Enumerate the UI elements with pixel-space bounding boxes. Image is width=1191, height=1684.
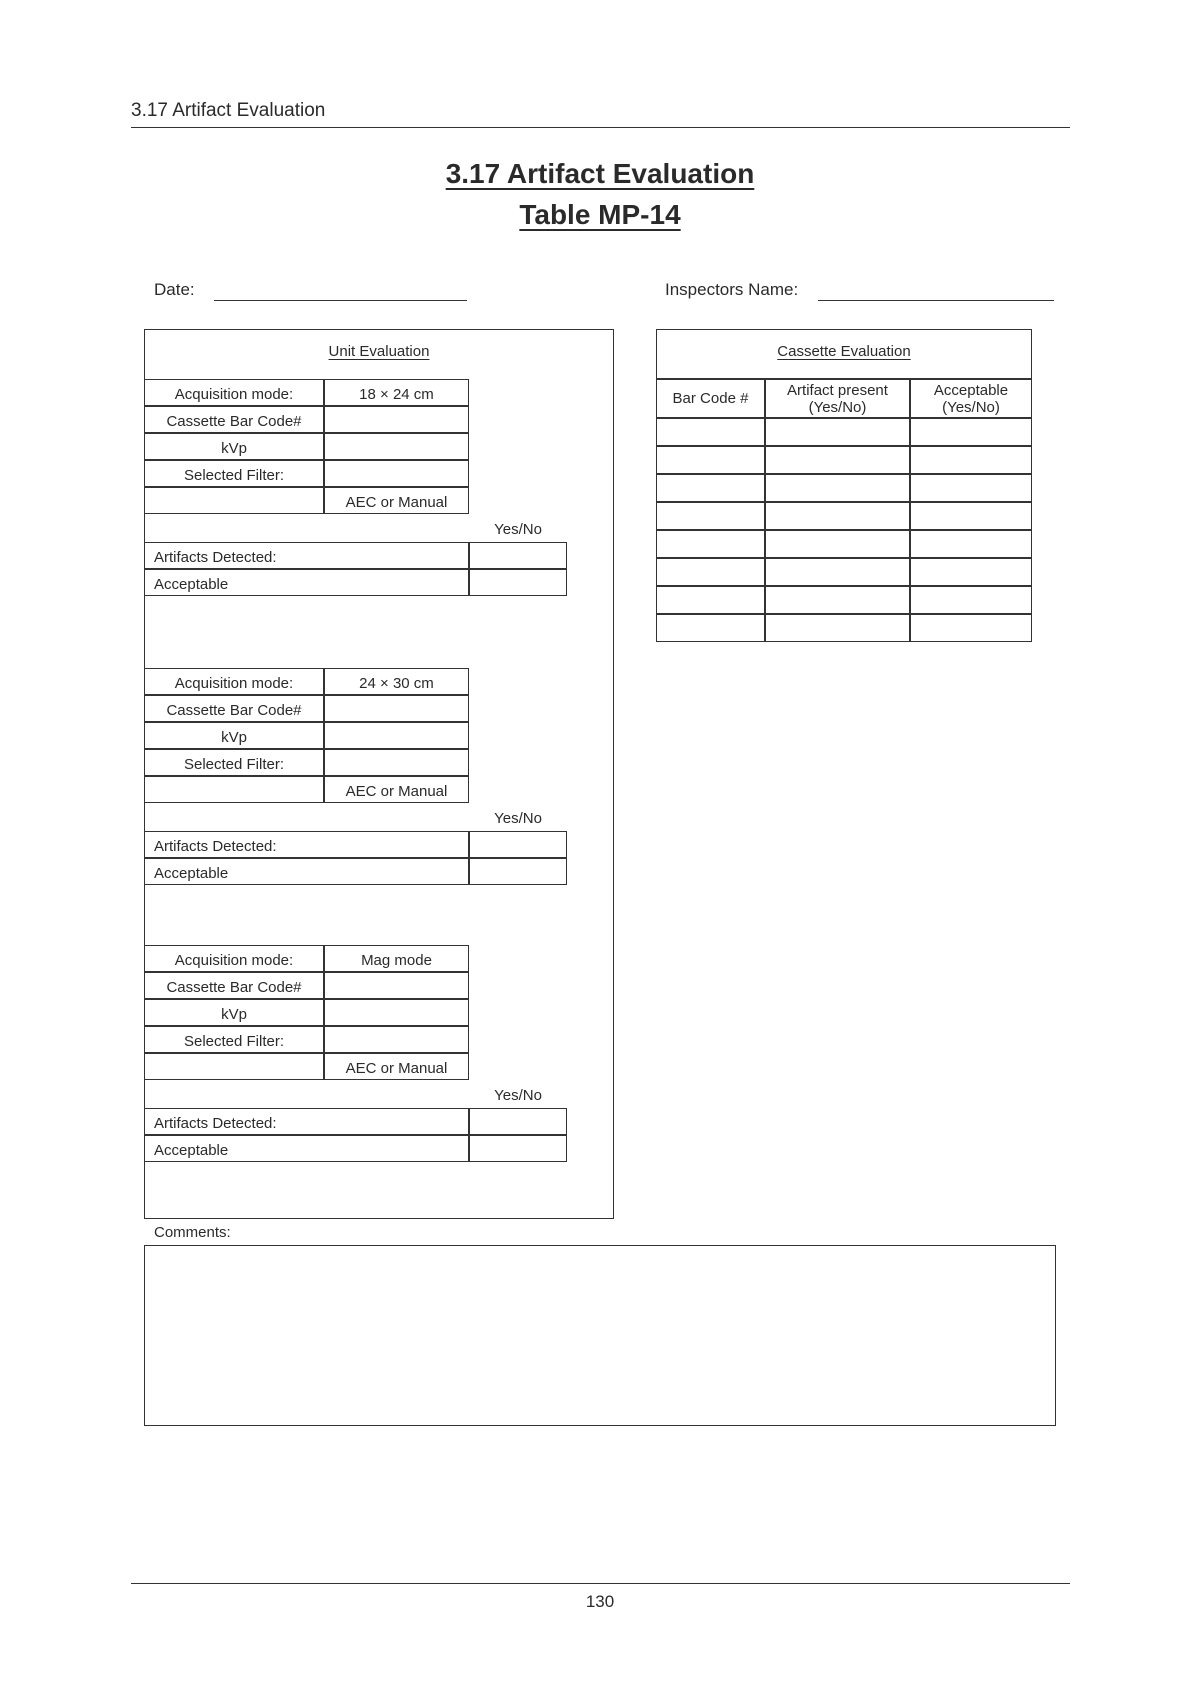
header-rule [131,127,1070,128]
inspector-name-label: Inspectors Name: [665,280,799,299]
artifacts-detected-label: Artifacts Detected: [144,542,469,569]
running-header: 3.17 Artifact Evaluation [131,100,326,121]
cassette-table-frame [656,379,1032,642]
yes-no-header: Yes/No [494,810,542,827]
inspector-name-field[interactable] [818,300,1054,301]
setting-value-cell[interactable] [324,406,469,433]
acquisition-mode-value: 24 × 30 cm [324,668,469,695]
footer-rule [131,1583,1070,1584]
setting-value-cell[interactable] [324,1026,469,1053]
yes-no-header: Yes/No [494,1087,542,1104]
comments-box[interactable] [144,1245,1056,1426]
comments-label: Comments: [154,1224,231,1241]
result-frame [144,831,567,885]
setting-value-cell[interactable] [324,972,469,999]
result-frame [144,542,567,596]
page-number: 130 [585,1592,615,1611]
setting-label: Cassette Bar Code# [144,406,324,433]
acceptable-label: Acceptable [144,569,469,596]
setting-label: kVp [144,722,324,749]
setting-value-cell[interactable] [324,999,469,1026]
page-title: 3.17 Artifact Evaluation [445,158,755,189]
setting-label-empty [144,1053,324,1080]
setting-label: kVp [144,999,324,1026]
cassette-evaluation-heading: Cassette Evaluation [777,343,911,360]
exposure-mode-cell: AEC or Manual [324,487,469,514]
setting-label: Cassette Bar Code# [144,972,324,999]
acquisition-mode-value: Mag mode [324,945,469,972]
setting-label: Acquisition mode: [144,945,324,972]
table-title: Table MP-14 [519,199,681,230]
unit-evaluation-heading: Unit Evaluation [328,343,430,360]
setting-value-cell[interactable] [324,460,469,487]
setting-label: kVp [144,433,324,460]
cassette-column-header: Bar Code # [656,379,765,418]
setting-label: Acquisition mode: [144,379,324,406]
cassette-column-header: Acceptable (Yes/No) [910,379,1032,418]
cassette-column-header: Artifact present (Yes/No) [765,379,910,418]
date-label: Date: [154,280,195,299]
setting-label-empty [144,776,324,803]
yes-no-header: Yes/No [494,521,542,538]
setting-value-cell[interactable] [324,722,469,749]
setting-value-cell[interactable] [324,433,469,460]
setting-label: Selected Filter: [144,460,324,487]
acceptable-label: Acceptable [144,858,469,885]
artifacts-detected-label: Artifacts Detected: [144,831,469,858]
exposure-mode-cell: AEC or Manual [324,1053,469,1080]
setting-value-cell[interactable] [324,749,469,776]
setting-label: Acquisition mode: [144,668,324,695]
setting-label: Selected Filter: [144,1026,324,1053]
artifacts-detected-label: Artifacts Detected: [144,1108,469,1135]
date-field[interactable] [214,300,467,301]
exposure-mode-cell: AEC or Manual [324,776,469,803]
setting-label: Cassette Bar Code# [144,695,324,722]
setting-label-empty [144,487,324,514]
acceptable-label: Acceptable [144,1135,469,1162]
result-frame [144,1108,567,1162]
setting-value-cell[interactable] [324,695,469,722]
setting-label: Selected Filter: [144,749,324,776]
acquisition-mode-value: 18 × 24 cm [324,379,469,406]
